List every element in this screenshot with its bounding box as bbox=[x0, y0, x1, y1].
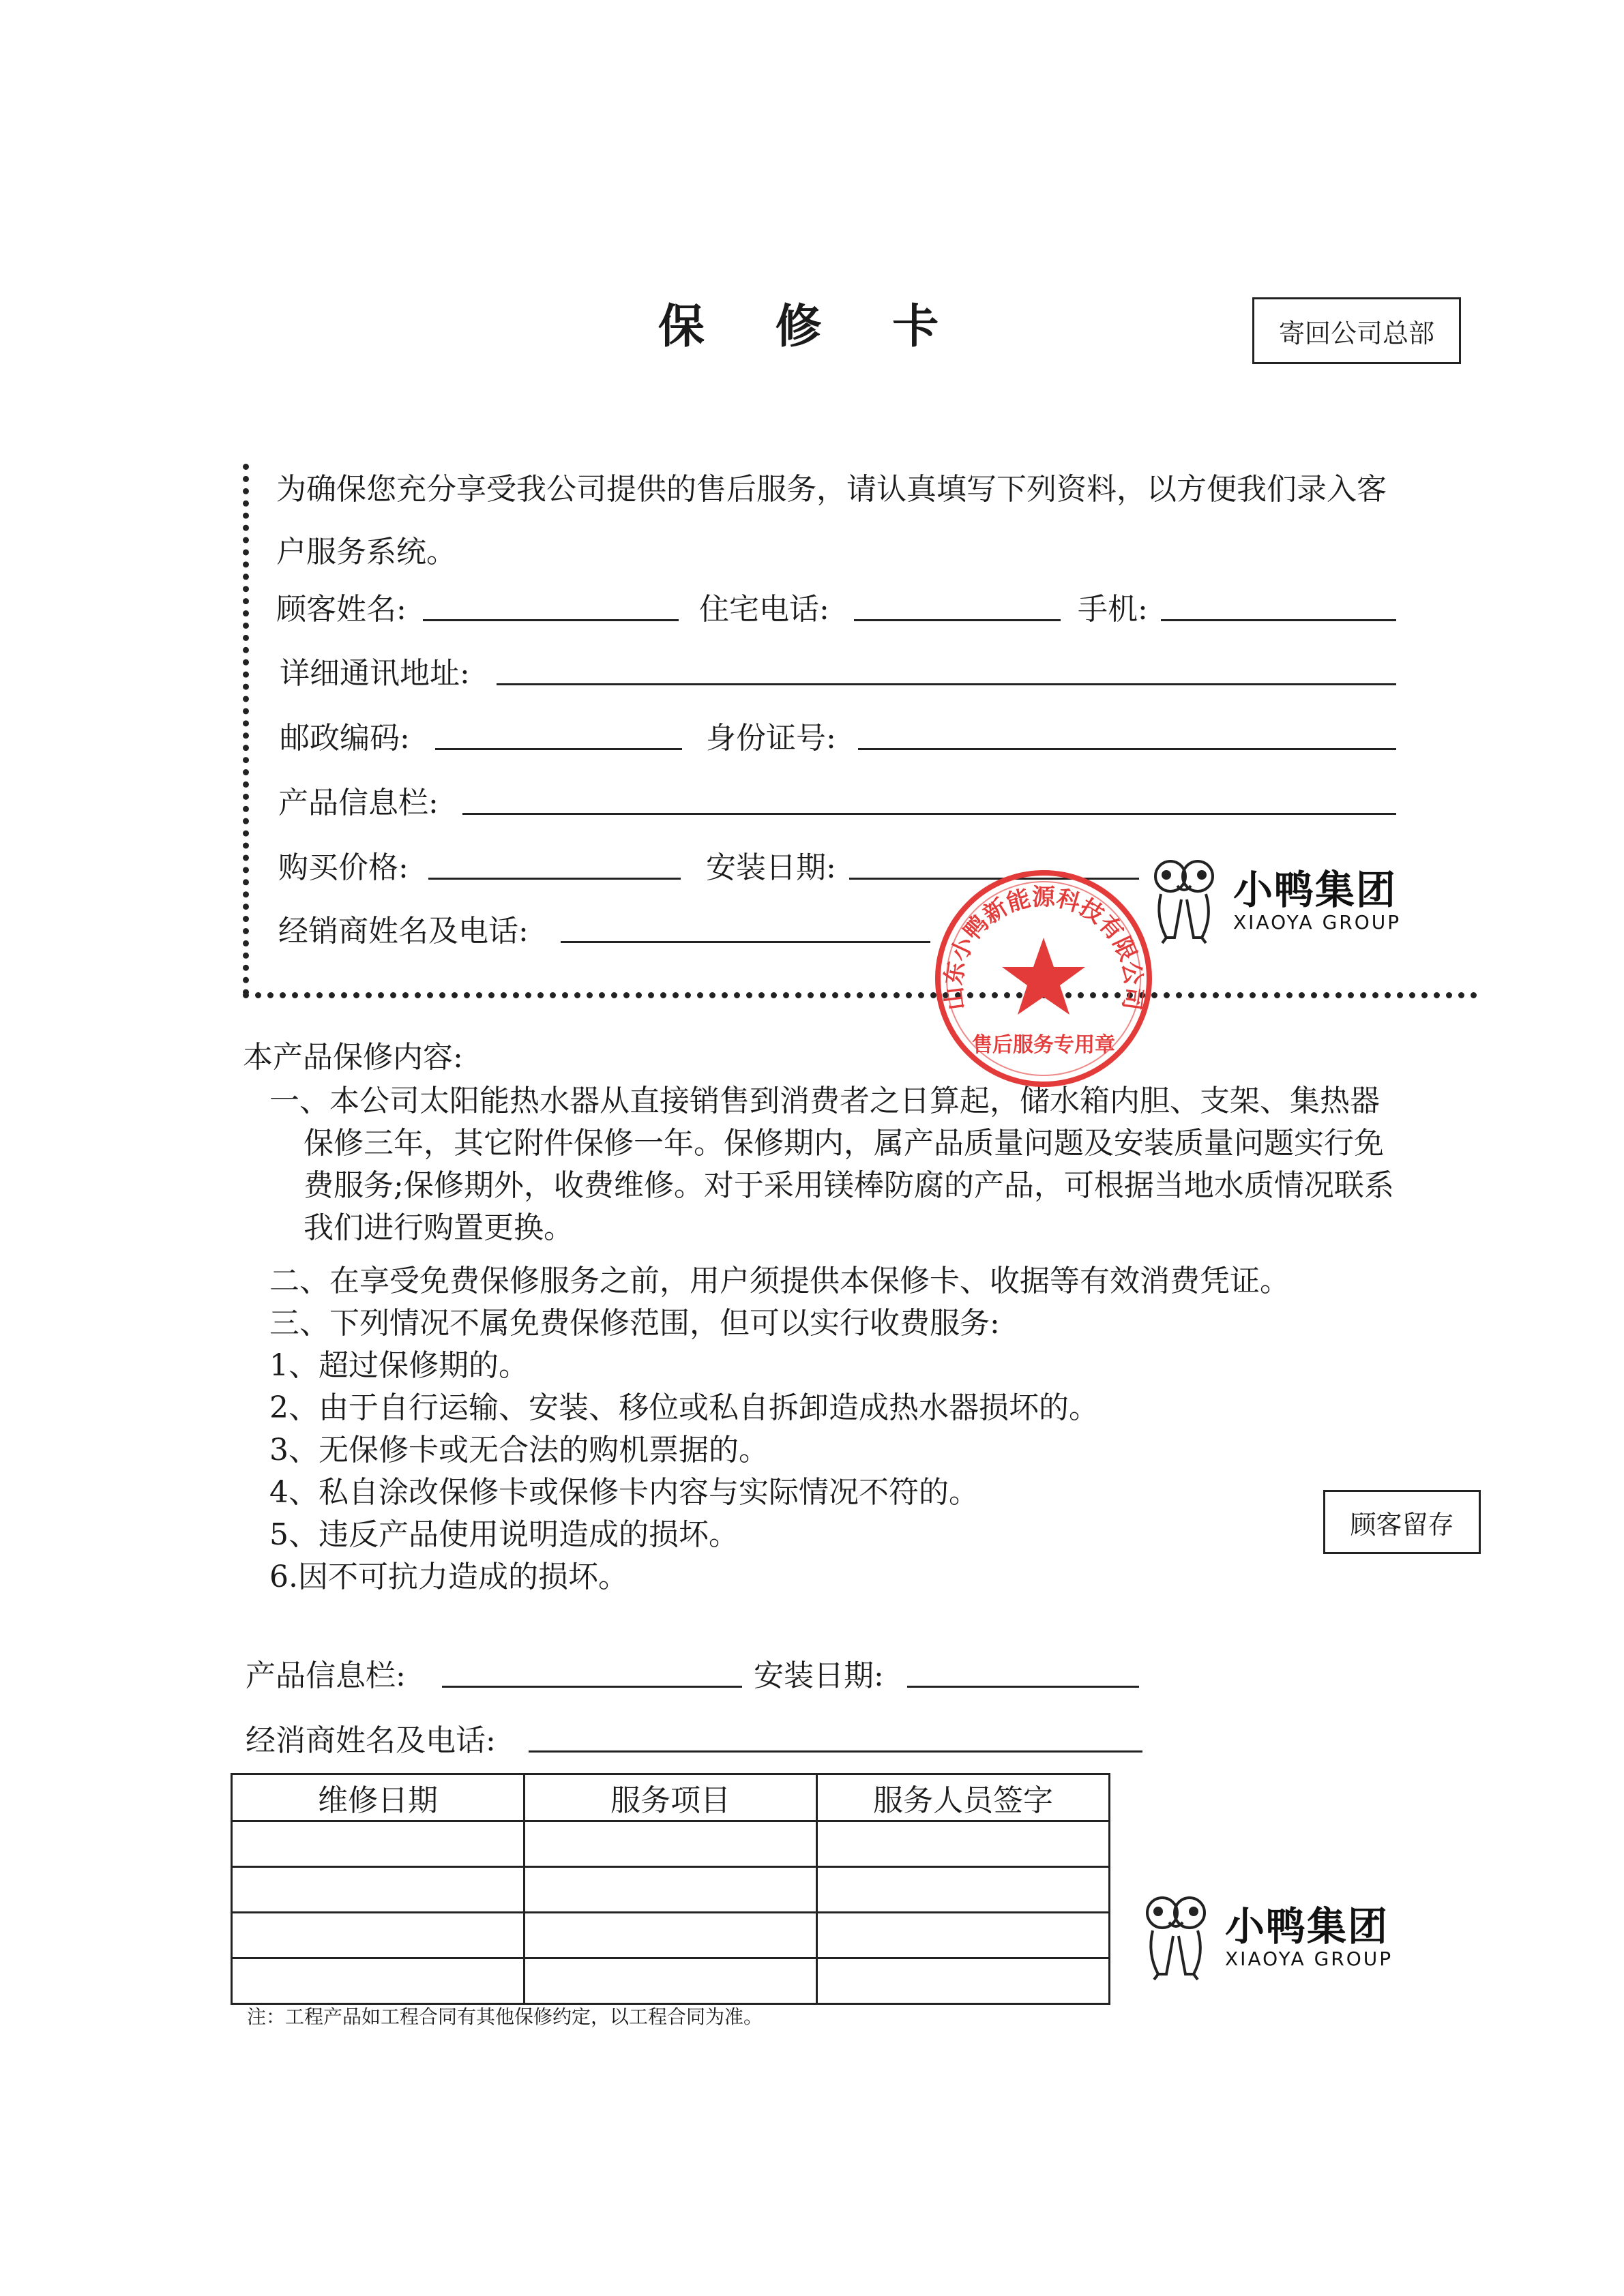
table-row bbox=[232, 1958, 1110, 2004]
product-info-label: 产品信息栏: bbox=[278, 786, 439, 820]
postcode-label: 邮政编码: bbox=[280, 721, 410, 756]
table-cell[interactable] bbox=[525, 1958, 817, 2004]
col-repair-date: 维修日期 bbox=[232, 1774, 525, 1821]
exclusion-item-6: 6.因不可抗力造成的损坏。 bbox=[269, 1560, 628, 1594]
postcode-field[interactable] bbox=[435, 748, 682, 750]
service-record-table bbox=[231, 1773, 1110, 2005]
warranty-clause-1-text: 一、本公司太阳能热水器从直接销售到消费者之日算起，储水箱内胆、支架、集热器保修三年，其它附件保修一年。保修期内，属产品质量问题及安装质量问题实行免费服务;保修期外，收费维修。对于采用镁棒防腐的产品，可根据当地水质情况联系我们进行购置更换。 bbox=[269, 1084, 1394, 1245]
cut-line-vertical bbox=[243, 464, 249, 996]
price-field[interactable] bbox=[428, 878, 681, 880]
lower-product-info-field[interactable] bbox=[442, 1686, 742, 1688]
logo-en-text: XIAOYA GROUP bbox=[1233, 911, 1402, 934]
table-cell[interactable] bbox=[525, 1821, 817, 1867]
table-cell[interactable] bbox=[817, 1867, 1110, 1913]
col-technician-signature: 服务人员签字 bbox=[817, 1774, 1110, 1821]
table-cell[interactable] bbox=[232, 1958, 525, 2004]
id-number-field[interactable] bbox=[858, 748, 1396, 750]
lower-product-info-label: 产品信息栏: bbox=[246, 1658, 406, 1693]
table-cell[interactable] bbox=[232, 1867, 525, 1913]
footnote: 注：工程产品如工程合同有其他保修约定，以工程合同为准。 bbox=[247, 2006, 763, 2028]
customer-keep-label: 顾客留存 bbox=[1323, 1490, 1481, 1554]
logo-cn-text: 小鸭集团 bbox=[1225, 1903, 1389, 1950]
lower-dealer-field[interactable] bbox=[529, 1750, 1142, 1753]
home-phone-label: 住宅电话: bbox=[699, 592, 829, 627]
logo-en-text: XIAOYA GROUP bbox=[1225, 1948, 1393, 1970]
lower-install-date-field[interactable] bbox=[907, 1686, 1139, 1688]
address-field[interactable] bbox=[497, 683, 1396, 685]
table-cell[interactable] bbox=[232, 1821, 525, 1867]
warranty-clause-3: 三、下列情况不属免费保修范围，但可以实行收费服务: bbox=[269, 1306, 1000, 1341]
warranty-heading: 本产品保修内容: bbox=[243, 1040, 463, 1075]
exclusion-item-3: 3、无保修卡或无合法的购机票据的。 bbox=[269, 1433, 769, 1467]
warranty-clause-1 bbox=[269, 1080, 1395, 1249]
return-to-hq-label: 寄回公司总部 bbox=[1252, 297, 1461, 364]
seal-ring-text: 山东小鸭新能源科技有限公司 bbox=[940, 884, 1147, 1012]
table-cell[interactable] bbox=[817, 1821, 1110, 1867]
table-cell[interactable] bbox=[525, 1913, 817, 1958]
dealer-field[interactable] bbox=[561, 941, 930, 943]
dealer-label: 经销商姓名及电话: bbox=[278, 914, 529, 949]
table-cell[interactable] bbox=[525, 1867, 817, 1913]
company-seal bbox=[931, 866, 1156, 1091]
seal-bottom-text: 售后服务专用章 bbox=[972, 1033, 1115, 1057]
product-info-field[interactable] bbox=[462, 813, 1396, 815]
customer-name-label: 顾客姓名: bbox=[276, 592, 407, 627]
table-cell[interactable] bbox=[817, 1913, 1110, 1958]
company-logo-lower bbox=[1138, 1892, 1393, 1981]
table-cell[interactable] bbox=[232, 1913, 525, 1958]
table-row bbox=[232, 1913, 1110, 1958]
lower-install-date-label: 安装日期: bbox=[754, 1658, 884, 1693]
lower-dealer-label: 经消商姓名及电话: bbox=[246, 1723, 496, 1758]
duck-mascot-icon bbox=[1138, 1892, 1213, 1981]
mobile-field[interactable] bbox=[1161, 619, 1396, 621]
address-label: 详细通讯地址: bbox=[280, 656, 470, 691]
logo-cn-text: 小鸭集团 bbox=[1233, 867, 1398, 913]
exclusion-item-1: 1、超过保修期的。 bbox=[269, 1348, 529, 1383]
star-icon bbox=[1002, 938, 1085, 1015]
duck-mascot-icon bbox=[1146, 856, 1221, 944]
mobile-label: 手机: bbox=[1078, 592, 1148, 627]
home-phone-field[interactable] bbox=[854, 619, 1061, 621]
table-cell[interactable] bbox=[817, 1958, 1110, 2004]
exclusion-item-4: 4、私自涂改保修卡或保修卡内容与实际情况不符的。 bbox=[269, 1475, 979, 1510]
table-row bbox=[232, 1867, 1110, 1913]
intro-text: 为确保您充分享受我公司提供的售后服务，请认真填写下列资料，以方便我们录入客户服务系统。 bbox=[276, 472, 1387, 569]
company-logo-upper bbox=[1146, 856, 1401, 944]
warranty-clause-2: 二、在享受免费保修服务之前，用户须提供本保修卡、收据等有效消费凭证。 bbox=[269, 1264, 1290, 1298]
col-service-item: 服务项目 bbox=[525, 1774, 817, 1821]
price-label: 购买价格: bbox=[278, 850, 409, 885]
table-header-row bbox=[232, 1774, 1110, 1821]
cut-line-horizontal bbox=[243, 992, 1477, 998]
customer-name-field[interactable] bbox=[423, 619, 679, 621]
exclusion-item-5: 5、违反产品使用说明造成的损坏。 bbox=[269, 1517, 739, 1552]
table-row bbox=[232, 1821, 1110, 1867]
install-date-label: 安装日期: bbox=[706, 850, 836, 885]
id-number-label: 身份证号: bbox=[706, 721, 836, 756]
page-title: 保 修 卡 bbox=[658, 299, 966, 354]
exclusion-item-2: 2、由于自行运输、安装、移位或私自拆卸造成热水器损坏的。 bbox=[269, 1390, 1099, 1425]
